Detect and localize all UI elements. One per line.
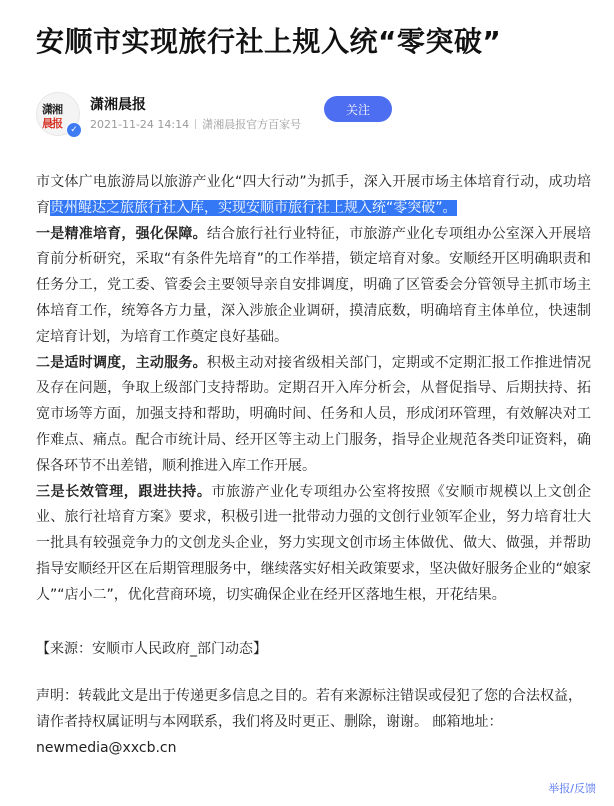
author-bar <box>36 92 596 138</box>
article-title: 安顺市实现旅行社上规入统“零突破” <box>36 25 502 58</box>
check-badge-icon: ✓ <box>66 122 82 138</box>
author-name[interactable]: 潇湘晨报 <box>90 97 146 113</box>
paragraph-text: 市旅游产业化专项组办公室将按照《安顺市规模以上文创企业、旅行社培育方案》要求，积极引进一批带动力强的文创行业领军企业，努力培育壮大一批具有较强竞争力的文创龙头企业，努力实现文创市场主体做优、做大、做强，并帮助指导安顺经开区在后期管理服务中，继续落实好相关政策要求，坚决做好服务企业的“娘家人”“店小二”，优化营商环境，切实确保企业在经开区落地生根，开花结果。 <box>36 483 592 603</box>
paragraph-3 <box>36 480 591 609</box>
publish-date: 2021-11-24 14:14 <box>90 118 190 131</box>
account-label: 潇湘晨报官方百家号 <box>202 118 302 131</box>
report-feedback-link[interactable]: 举报/反馈 <box>548 782 596 795</box>
follow-button[interactable]: 关注 <box>324 96 392 122</box>
selected-text[interactable]: 贵州鲲达之旅旅行社入库，实现安顺市旅行社上规入统“零突破”。 <box>50 199 457 216</box>
logo-text-bottom: 晨报 <box>42 117 62 130</box>
paragraph-text: 结合旅行社行业特征，市旅游产业化专项组办公室深入开展培育前分析研究，采取“有条件先培育”的工作举措，锁定培育对象。安顺经开区明确职责和任务分工，党工委、管委会主要领导亲自安排调度，明确了区管委会分管领导主抓市场主体培育工作，统筹各方力量，深入涉旅企业调研，摸清底数，明确培育主体单位，快速制定培育计划，为培育工作奠定良好基础。 <box>36 225 592 345</box>
disclaimer: 声明：转载此文是出于传递更多信息之目的。若有来源标注错误或侵犯了您的合法权益，请作者持权属证明与本网联系，我们将及时更正、删除，谢谢。 邮箱地址：newmedia@xxcb.cn <box>36 688 582 756</box>
logo-text-top: 潇湘 <box>42 103 62 116</box>
meta-divider <box>195 119 196 129</box>
paragraph-lead: 二是适时调度，主动服务。 <box>36 354 207 371</box>
paragraph-text: 积极主动对接省级相关部门，定期或不定期汇报工作推进情况及存在问题，争取上级部门支持帮助。定期召开入库分析会，从督促指导、后期扶持、拓宽市场等方面，加强支持和帮助，明确时间、任务和人员，形成闭环管理，有效解决对工作难点、痛点。配合市统计局、经开区等主动上门服务，指导企业规范各类印证资料，确保各环节不出差错，顺利推进入库工作开展。 <box>36 354 592 474</box>
source-line: 【来源：安顺市人民政府_部门动态】 <box>36 641 267 657</box>
intro-text: 市文体广电旅游局以旅游产业化“四大行动”为抓手，深入开展市场主体培育行动，成功培育 <box>36 174 591 216</box>
paragraph-intro <box>36 170 591 222</box>
article-body <box>36 170 591 609</box>
paragraph-2 <box>36 351 591 480</box>
article-meta <box>90 116 301 132</box>
paragraph-lead: 一是精准培育，强化保障。 <box>36 225 207 242</box>
paragraph-1 <box>36 222 591 351</box>
paragraph-lead: 三是长效管理，跟进扶持。 <box>36 483 212 500</box>
